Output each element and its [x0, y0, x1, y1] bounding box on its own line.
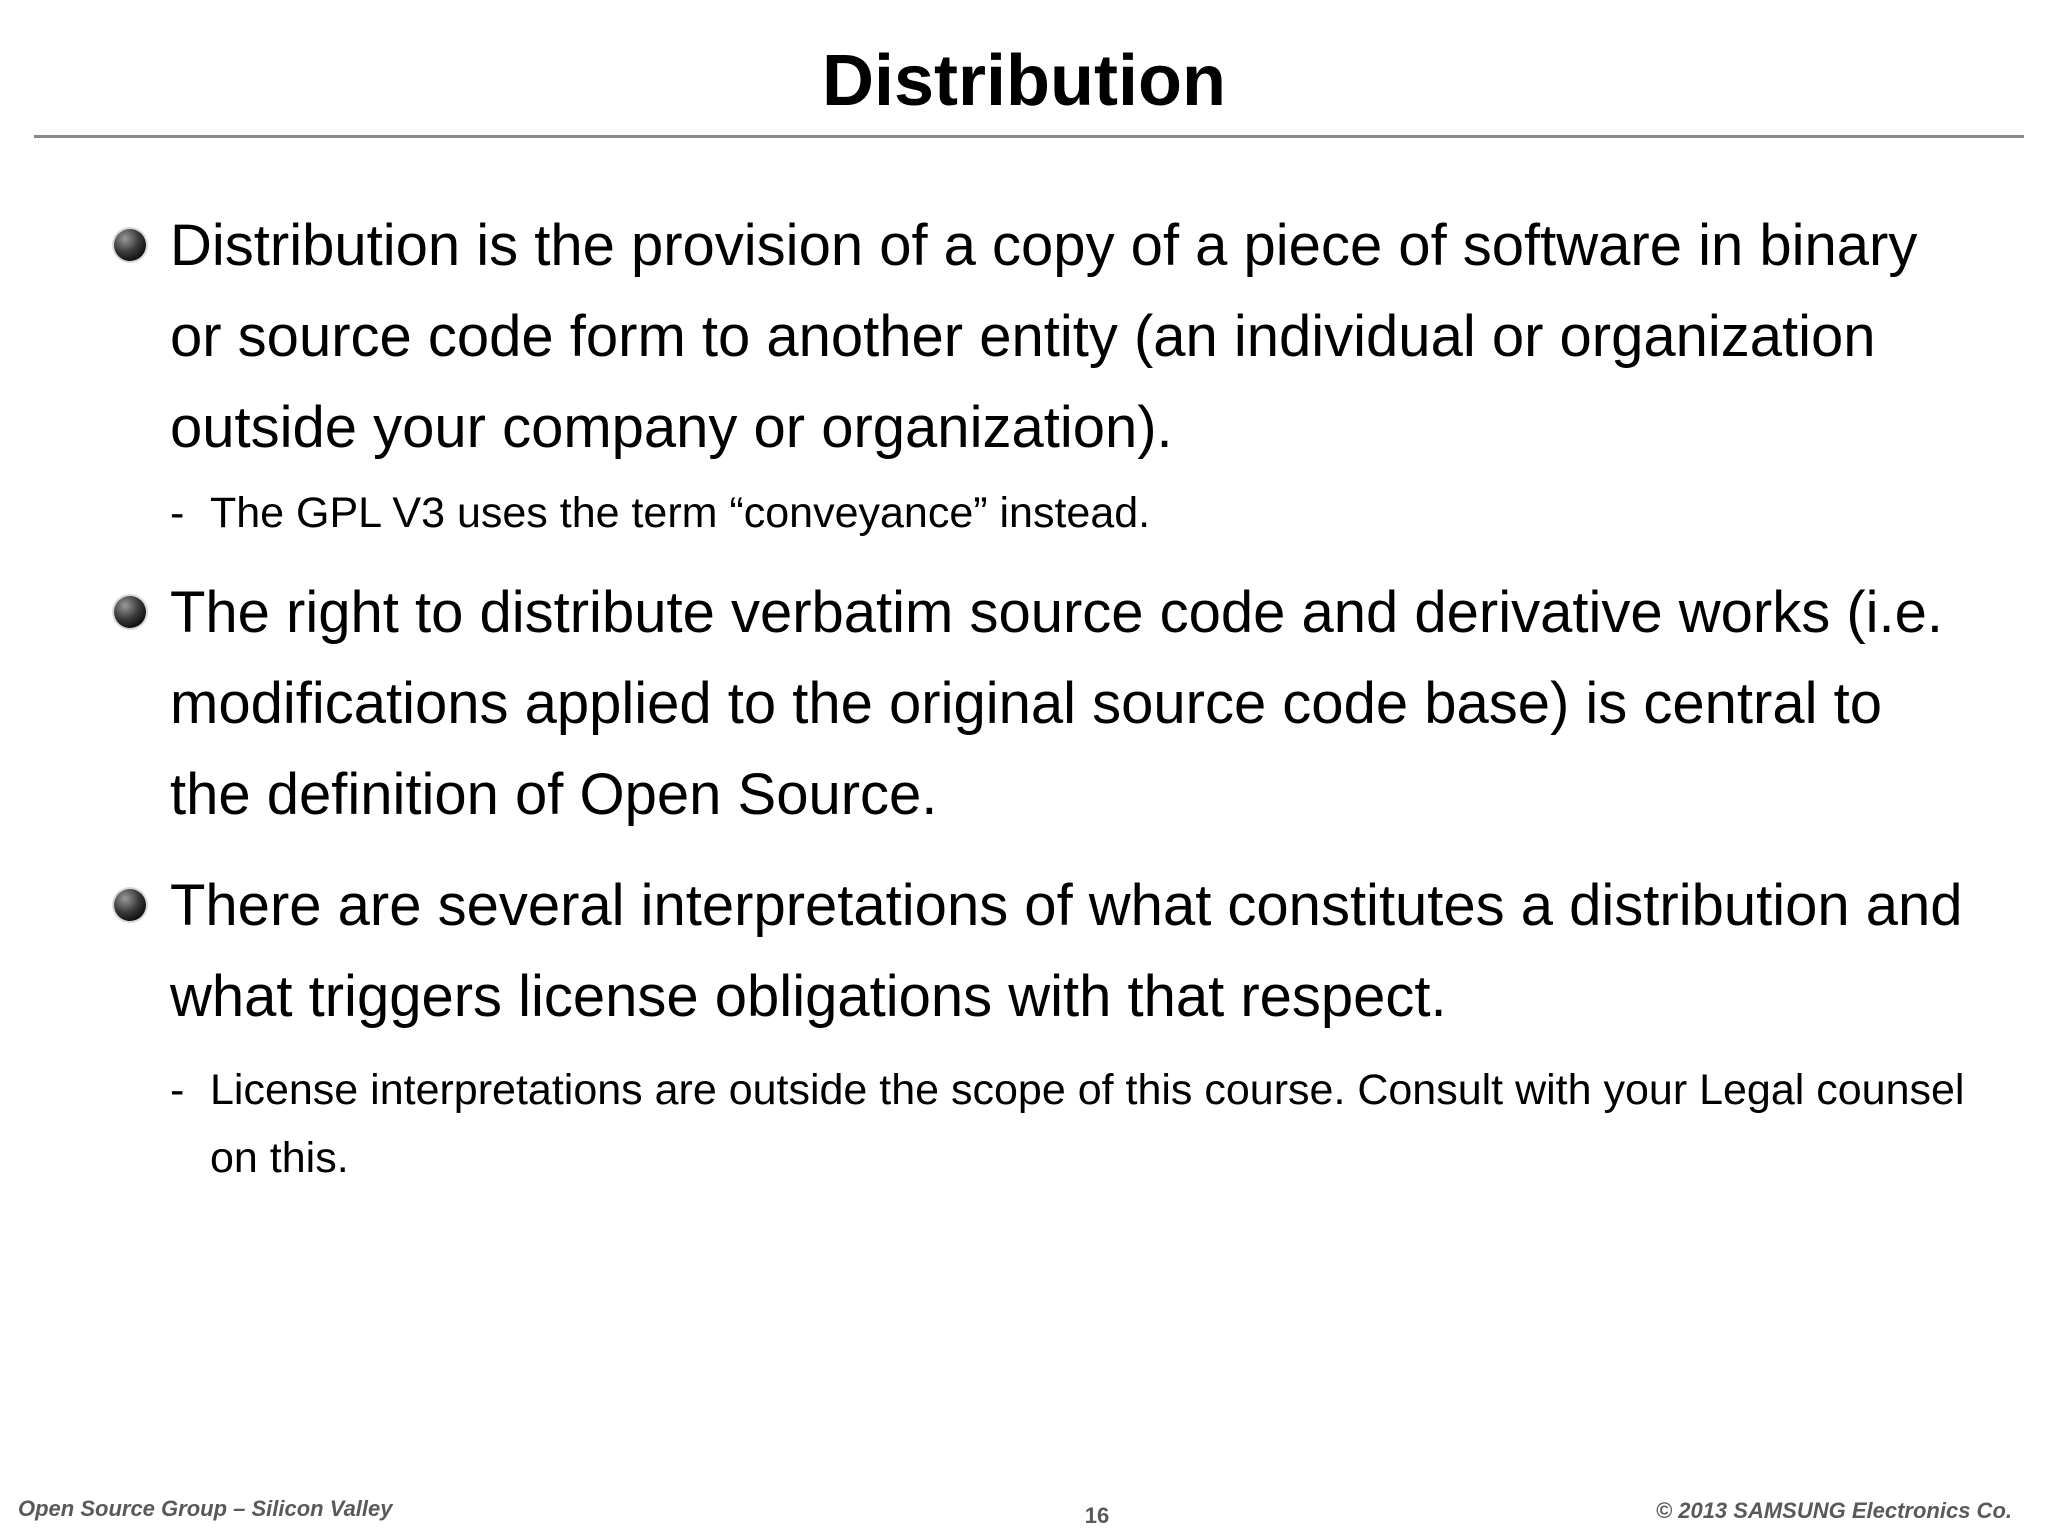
dash-marker: -	[170, 489, 185, 537]
bullet-text: Distribution is the provision of a copy of a piece of software in binary or source code form to another entity (an individual or organization outside your company or organization).	[170, 213, 1918, 460]
title-divider	[34, 135, 2024, 138]
bullet-item	[170, 200, 1970, 473]
sub-bullet-text: License interpretations are outside the scope of this course. Consult with your Legal counsel on this.	[210, 1066, 1965, 1182]
bullet-item	[170, 567, 1970, 840]
sub-bullet-text: The GPL V3 uses the term “conveyance” instead.	[210, 489, 1151, 537]
page-number: 16	[1084, 1503, 1110, 1528]
copyright-notice: © 2013 SAMSUNG Electronics Co.	[1655, 1498, 2012, 1523]
bullet-dot-icon	[114, 229, 146, 261]
slide-title: Distribution	[822, 41, 1226, 121]
bullet-text: The right to distribute verbatim source code and derivative works (i.e. modifications applied to the original source code base) is central to the definition of Open Source.	[170, 580, 1944, 827]
bullet-item	[170, 860, 1970, 1042]
bullet-text: There are several interpretations of what constitutes a distribution and what triggers license obligations with that respect.	[170, 873, 1963, 1029]
bullet-dot-icon	[114, 889, 146, 921]
bullet-dot-icon	[114, 596, 146, 628]
footer-group-label: Open Source Group – Silicon Valley	[18, 1496, 393, 1521]
slide-body	[170, 200, 1970, 1192]
sub-bullet-item	[170, 479, 1970, 547]
sub-bullet-item	[170, 1056, 1970, 1192]
dash-marker: -	[170, 1066, 185, 1114]
